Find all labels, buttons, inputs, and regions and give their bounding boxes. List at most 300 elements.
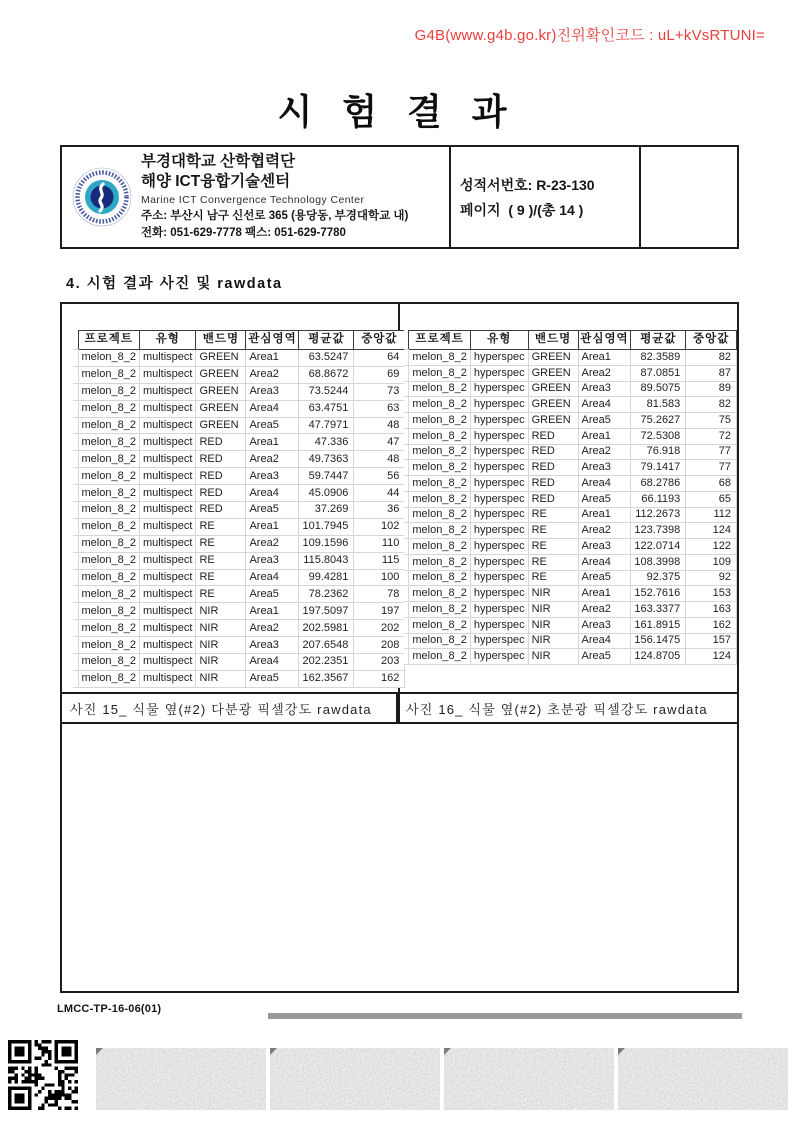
- table-cell: 78.2362: [299, 586, 354, 603]
- report-number-row: [460, 175, 639, 195]
- table-row: [73, 569, 405, 586]
- table-cell: melon_8_2: [409, 554, 470, 570]
- table-cell: melon_8_2: [78, 451, 139, 468]
- table-cell: 207.6548: [299, 637, 354, 654]
- table-cell: melon_8_2: [409, 586, 470, 602]
- table-cell: hyperspec: [470, 350, 528, 366]
- table-header-row: [73, 331, 405, 350]
- table-cell: 87: [686, 365, 737, 381]
- table-cell: hyperspec: [470, 413, 528, 429]
- table-cell: NIR: [528, 649, 578, 665]
- table-cell: RED: [196, 451, 246, 468]
- page-label: 페이지: [460, 201, 501, 218]
- table-cell: 75: [686, 413, 737, 429]
- column-header: 유형: [470, 331, 528, 350]
- table-cell: hyperspec: [470, 554, 528, 570]
- caption-left: 사진 15_ 식물 옆(#2) 다분광 픽셀강도 rawdata: [62, 694, 398, 722]
- table-cell: RE: [196, 569, 246, 586]
- table-cell: RE: [528, 554, 578, 570]
- table-cell: melon_8_2: [78, 350, 139, 367]
- table-cell: RE: [196, 535, 246, 552]
- table-cell: Area4: [578, 554, 631, 570]
- table-cell: Area2: [578, 602, 631, 618]
- table-cell: Area5: [578, 570, 631, 586]
- table-cell: 161.8915: [631, 617, 686, 633]
- table-cell: hyperspec: [470, 602, 528, 618]
- org-phone-fax: 전화: 051-629-7778 팩스: 051-629-7780: [141, 227, 346, 240]
- table-cell: Area1: [246, 603, 299, 620]
- table-row: [73, 586, 405, 603]
- table-cell: multispect: [139, 468, 196, 485]
- qr-code-image: [8, 1038, 78, 1112]
- table-cell: 65: [686, 491, 737, 507]
- table-cell: GREEN: [196, 350, 246, 367]
- column-header: 관심영역: [246, 331, 299, 350]
- table-row: [73, 350, 405, 367]
- table-row: [404, 617, 737, 633]
- table-row: [73, 417, 405, 434]
- table-cell: 44: [354, 485, 405, 502]
- table-cell: RED: [196, 468, 246, 485]
- table-cell: melon_8_2: [78, 670, 139, 687]
- table-row: [404, 397, 737, 413]
- table-cell: multispect: [139, 518, 196, 535]
- table-row: [73, 383, 405, 400]
- table-cell: 87.0851: [631, 365, 686, 381]
- table-cell: GREEN: [528, 381, 578, 397]
- table-cell: RE: [528, 507, 578, 523]
- table-cell: hyperspec: [470, 444, 528, 460]
- table-cell: Area5: [246, 670, 299, 687]
- org-name-english: Marine ICT Convergence Technology Center: [141, 193, 365, 206]
- table-cell: 68.8672: [299, 366, 354, 383]
- table-cell: melon_8_2: [78, 485, 139, 502]
- table-cell: Area3: [578, 539, 631, 555]
- table-cell: hyperspec: [470, 397, 528, 413]
- table-cell: Area3: [578, 381, 631, 397]
- table-cell: 47.7971: [299, 417, 354, 434]
- page-number-row: [460, 200, 639, 220]
- table-cell: Area4: [246, 485, 299, 502]
- table-cell: 108.3998: [631, 554, 686, 570]
- table-cell: Area1: [578, 507, 631, 523]
- table-cell: 163: [686, 602, 737, 618]
- table-cell: Area2: [246, 535, 299, 552]
- table-header-row: [404, 331, 737, 350]
- table-row: [404, 413, 737, 429]
- table-cell: 102: [354, 518, 405, 535]
- table-cell: melon_8_2: [409, 365, 470, 381]
- scan-noise-strip-1: [96, 1048, 266, 1110]
- table-cell: 208: [354, 637, 405, 654]
- table-cell: melon_8_2: [78, 586, 139, 603]
- table-cell: multispect: [139, 603, 196, 620]
- table-cell: Area2: [246, 451, 299, 468]
- table-cell: Area5: [578, 491, 631, 507]
- column-header: 평균값: [299, 331, 354, 350]
- results-box: [60, 302, 739, 993]
- table-row: [73, 670, 405, 687]
- table-cell: melon_8_2: [78, 620, 139, 637]
- table-row: [73, 485, 405, 502]
- table-cell: multispect: [139, 654, 196, 671]
- table-cell: Area3: [578, 617, 631, 633]
- university-logo-emblem: [72, 167, 132, 227]
- fold-mark: [618, 1048, 625, 1055]
- table-cell: 48: [354, 451, 405, 468]
- table-cell: hyperspec: [470, 381, 528, 397]
- scan-noise-strip-3: [444, 1048, 614, 1110]
- table-cell: 124: [686, 649, 737, 665]
- table-cell: 122: [686, 539, 737, 555]
- table-cell: 47.336: [299, 434, 354, 451]
- table-cell: Area2: [578, 444, 631, 460]
- table-row: [404, 539, 737, 555]
- table-cell: multispect: [139, 535, 196, 552]
- table-cell: melon_8_2: [409, 570, 470, 586]
- table-row: [73, 637, 405, 654]
- table-cell: NIR: [528, 633, 578, 649]
- table-cell: RED: [196, 485, 246, 502]
- table-cell: RE: [196, 518, 246, 535]
- verification-code-line: G4B(www.g4b.go.kr)진위확인코드 : uL+kVsRTUNI=: [414, 27, 765, 44]
- table-cell: 81.583: [631, 397, 686, 413]
- table-cell: NIR: [528, 586, 578, 602]
- table-row: [73, 468, 405, 485]
- table-cell: melon_8_2: [409, 350, 470, 366]
- table-cell: 79.1417: [631, 460, 686, 476]
- table-cell: melon_8_2: [409, 602, 470, 618]
- noise-texture: [444, 1048, 614, 1110]
- table-cell: melon_8_2: [78, 434, 139, 451]
- table-cell: 36: [354, 502, 405, 519]
- table-cell: melon_8_2: [78, 552, 139, 569]
- table-cell: melon_8_2: [409, 413, 470, 429]
- org-name-line1: 부경대학교 산학협력단: [141, 152, 296, 170]
- table-cell: multispect: [139, 400, 196, 417]
- table-row: [73, 518, 405, 535]
- table-cell: 122.0714: [631, 539, 686, 555]
- table-cell: RED: [528, 460, 578, 476]
- table-cell: 75.2627: [631, 413, 686, 429]
- table-cell: NIR: [196, 654, 246, 671]
- table-cell: melon_8_2: [409, 507, 470, 523]
- table-cell: Area1: [578, 428, 631, 444]
- table-cell: hyperspec: [470, 507, 528, 523]
- table-row: [404, 491, 737, 507]
- table-cell: Area1: [246, 434, 299, 451]
- table-cell: 72.5308: [631, 428, 686, 444]
- table-cell: melon_8_2: [78, 569, 139, 586]
- table-cell: Area5: [578, 413, 631, 429]
- table-cell: 202.2351: [299, 654, 354, 671]
- table-row: [404, 602, 737, 618]
- table-cell: Area3: [578, 460, 631, 476]
- table-cell: 157: [686, 633, 737, 649]
- column-header: 밴드명: [196, 331, 246, 350]
- table-row: [404, 381, 737, 397]
- table-cell: 89.5075: [631, 381, 686, 397]
- table-cell: GREEN: [528, 350, 578, 366]
- table-cell: melon_8_2: [409, 633, 470, 649]
- table-cell: 77: [686, 444, 737, 460]
- table-cell: hyperspec: [470, 586, 528, 602]
- table-cell: RED: [528, 476, 578, 492]
- table-cell: 115.8043: [299, 552, 354, 569]
- page-title: 시 험 결 과: [277, 91, 517, 132]
- table-cell: NIR: [196, 637, 246, 654]
- table-row: [404, 523, 737, 539]
- table-row: [73, 434, 405, 451]
- caption-right: 사진 16_ 식물 옆(#2) 초분광 픽셀강도 rawdata: [406, 701, 708, 717]
- table-cell: 109: [686, 554, 737, 570]
- table-cell: multispect: [139, 366, 196, 383]
- table-row: [404, 507, 737, 523]
- table-cell: 63.5247: [299, 350, 354, 367]
- table-cell: 78: [354, 586, 405, 603]
- table-cell: GREEN: [528, 365, 578, 381]
- table-cell: 92.375: [631, 570, 686, 586]
- table-cell: melon_8_2: [409, 444, 470, 460]
- table-cell: 77: [686, 460, 737, 476]
- table-row: [73, 400, 405, 417]
- table-cell: melon_8_2: [78, 603, 139, 620]
- table-cell: hyperspec: [470, 365, 528, 381]
- table-cell: Area2: [246, 620, 299, 637]
- org-address: 주소: 부산시 남구 신선로 365 (용당동, 부경대학교 내): [141, 209, 409, 222]
- table-cell: 66.1193: [631, 491, 686, 507]
- column-header: 중앙값: [354, 331, 405, 350]
- report-meta-cell: [451, 147, 641, 247]
- letterhead-box: [60, 145, 739, 249]
- table-cell: 73.5244: [299, 383, 354, 400]
- table-cell: melon_8_2: [409, 491, 470, 507]
- column-header: 밴드명: [528, 331, 578, 350]
- table-cell: Area3: [246, 383, 299, 400]
- table-cell: Area2: [578, 365, 631, 381]
- table-cell: multispect: [139, 350, 196, 367]
- table-cell: multispect: [139, 451, 196, 468]
- table-cell: GREEN: [196, 417, 246, 434]
- table-cell: hyperspec: [470, 428, 528, 444]
- table-cell: multispect: [139, 552, 196, 569]
- table-row: [73, 502, 405, 519]
- table-cell: NIR: [528, 617, 578, 633]
- noise-texture: [618, 1048, 788, 1110]
- table-row: [73, 451, 405, 468]
- scan-noise-strip-4: [618, 1048, 788, 1110]
- footer-gray-bar: [268, 1013, 742, 1019]
- table-cell: 49.7363: [299, 451, 354, 468]
- table-cell: multispect: [139, 434, 196, 451]
- table-row: [404, 649, 737, 665]
- table-cell: 197: [354, 603, 405, 620]
- table-cell: 203: [354, 654, 405, 671]
- table-cell: 112: [686, 507, 737, 523]
- table-cell: multispect: [139, 417, 196, 434]
- table-cell: melon_8_2: [409, 476, 470, 492]
- report-number-label: 성적서번호:: [460, 176, 533, 193]
- column-header: 관심영역: [578, 331, 631, 350]
- letterhead-text: [141, 152, 408, 242]
- table-cell: Area4: [246, 569, 299, 586]
- table-cell: 68.2786: [631, 476, 686, 492]
- table-cell: 99.4281: [299, 569, 354, 586]
- table-cell: 124.8705: [631, 649, 686, 665]
- scan-noise-strip-2: [270, 1048, 440, 1110]
- table-cell: GREEN: [196, 400, 246, 417]
- table-cell: NIR: [528, 602, 578, 618]
- table-cell: melon_8_2: [78, 383, 139, 400]
- section-title: 4. 시험 결과 사진 및 rawdata: [66, 276, 283, 292]
- table-cell: melon_8_2: [78, 468, 139, 485]
- table-cell: RE: [196, 586, 246, 603]
- table-row: [404, 460, 737, 476]
- table-cell: multispect: [139, 502, 196, 519]
- table-cell: 37.269: [299, 502, 354, 519]
- table-cell: melon_8_2: [78, 366, 139, 383]
- table-cell: hyperspec: [470, 539, 528, 555]
- table-cell: 100: [354, 569, 405, 586]
- university-logo: [72, 167, 132, 227]
- table-cell: melon_8_2: [409, 397, 470, 413]
- table-cell: Area4: [246, 654, 299, 671]
- table-cell: Area4: [578, 633, 631, 649]
- column-header: 프로젝트: [409, 331, 470, 350]
- table-row: [404, 428, 737, 444]
- table-cell: multispect: [139, 637, 196, 654]
- letterhead-empty-cell: [641, 147, 737, 247]
- table-cell: 59.7447: [299, 468, 354, 485]
- rawdata-table-multispectral: [73, 330, 405, 688]
- table-cell: melon_8_2: [409, 617, 470, 633]
- table-row: [73, 654, 405, 671]
- column-header: 유형: [139, 331, 196, 350]
- table-cell: 48: [354, 417, 405, 434]
- table-cell: Area1: [578, 350, 631, 366]
- table-cell: multispect: [139, 586, 196, 603]
- table-cell: 109.1596: [299, 535, 354, 552]
- table-cell: 197.5097: [299, 603, 354, 620]
- column-header: 프로젝트: [78, 331, 139, 350]
- table-row: [404, 444, 737, 460]
- table-cell: RED: [528, 491, 578, 507]
- noise-texture: [96, 1048, 266, 1110]
- table-cell: 156.1475: [631, 633, 686, 649]
- table-cell: 63.4751: [299, 400, 354, 417]
- table-cell: NIR: [196, 620, 246, 637]
- table-cell: Area4: [578, 397, 631, 413]
- org-name-line2: 해양 ICT융합기술센터: [141, 173, 291, 191]
- table-cell: Area1: [246, 518, 299, 535]
- table-row: [73, 366, 405, 383]
- table-cell: multispect: [139, 569, 196, 586]
- table-cell: melon_8_2: [78, 417, 139, 434]
- document-code: LMCC-TP-16-06(01): [57, 1003, 162, 1015]
- table-cell: 152.7616: [631, 586, 686, 602]
- table-cell: GREEN: [196, 383, 246, 400]
- table-row: [404, 633, 737, 649]
- caption-band: [62, 692, 737, 724]
- table-cell: Area3: [246, 637, 299, 654]
- table-cell: hyperspec: [470, 460, 528, 476]
- table-cell: hyperspec: [470, 523, 528, 539]
- table-cell: 163.3377: [631, 602, 686, 618]
- table-cell: RED: [196, 434, 246, 451]
- table-cell: 82: [686, 397, 737, 413]
- table-cell: 124: [686, 523, 737, 539]
- table-cell: melon_8_2: [409, 460, 470, 476]
- table-cell: Area1: [578, 586, 631, 602]
- table-cell: melon_8_2: [78, 535, 139, 552]
- table-cell: 101.7945: [299, 518, 354, 535]
- table-cell: multispect: [139, 620, 196, 637]
- table-cell: Area1: [246, 350, 299, 367]
- table-cell: Area5: [246, 586, 299, 603]
- table-cell: melon_8_2: [409, 523, 470, 539]
- table-cell: 202.5981: [299, 620, 354, 637]
- noise-texture: [270, 1048, 440, 1110]
- table-cell: 69: [354, 366, 405, 383]
- table-cell: multispect: [139, 485, 196, 502]
- table-cell: melon_8_2: [409, 539, 470, 555]
- page-value: ( 9 )/(총 14 ): [508, 201, 584, 218]
- table-cell: NIR: [196, 670, 246, 687]
- table-cell: melon_8_2: [78, 654, 139, 671]
- column-header: 평균값: [631, 331, 686, 350]
- table-cell: RE: [196, 552, 246, 569]
- table-cell: RE: [528, 570, 578, 586]
- column-header: 중앙값: [686, 331, 737, 350]
- table-cell: 112.2673: [631, 507, 686, 523]
- table-row: [404, 586, 737, 602]
- table-cell: melon_8_2: [78, 637, 139, 654]
- table-cell: hyperspec: [470, 649, 528, 665]
- table-cell: 82.3589: [631, 350, 686, 366]
- table-cell: 123.7398: [631, 523, 686, 539]
- table-cell: 72: [686, 428, 737, 444]
- table-cell: 110: [354, 535, 405, 552]
- fold-mark: [96, 1048, 103, 1055]
- fold-mark: [270, 1048, 277, 1055]
- table-cell: 115: [354, 552, 405, 569]
- table-cell: 162: [686, 617, 737, 633]
- table-cell: Area2: [246, 366, 299, 383]
- table-cell: hyperspec: [470, 491, 528, 507]
- table-cell: Area4: [578, 476, 631, 492]
- table-row: [73, 620, 405, 637]
- table-cell: RED: [528, 444, 578, 460]
- table-row: [404, 365, 737, 381]
- table-cell: 92: [686, 570, 737, 586]
- table-cell: 202: [354, 620, 405, 637]
- table-cell: RED: [528, 428, 578, 444]
- fold-mark: [444, 1048, 451, 1055]
- table-cell: Area5: [578, 649, 631, 665]
- table-row: [73, 535, 405, 552]
- report-number-value: R-23-130: [536, 176, 595, 193]
- table-cell: melon_8_2: [409, 649, 470, 665]
- table-cell: hyperspec: [470, 617, 528, 633]
- table-cell: RE: [528, 523, 578, 539]
- table-cell: 153: [686, 586, 737, 602]
- letterhead-org-cell: [62, 147, 451, 247]
- table-row: [404, 554, 737, 570]
- table-cell: melon_8_2: [409, 428, 470, 444]
- table-cell: Area5: [246, 417, 299, 434]
- table-cell: 68: [686, 476, 737, 492]
- table-cell: 76.918: [631, 444, 686, 460]
